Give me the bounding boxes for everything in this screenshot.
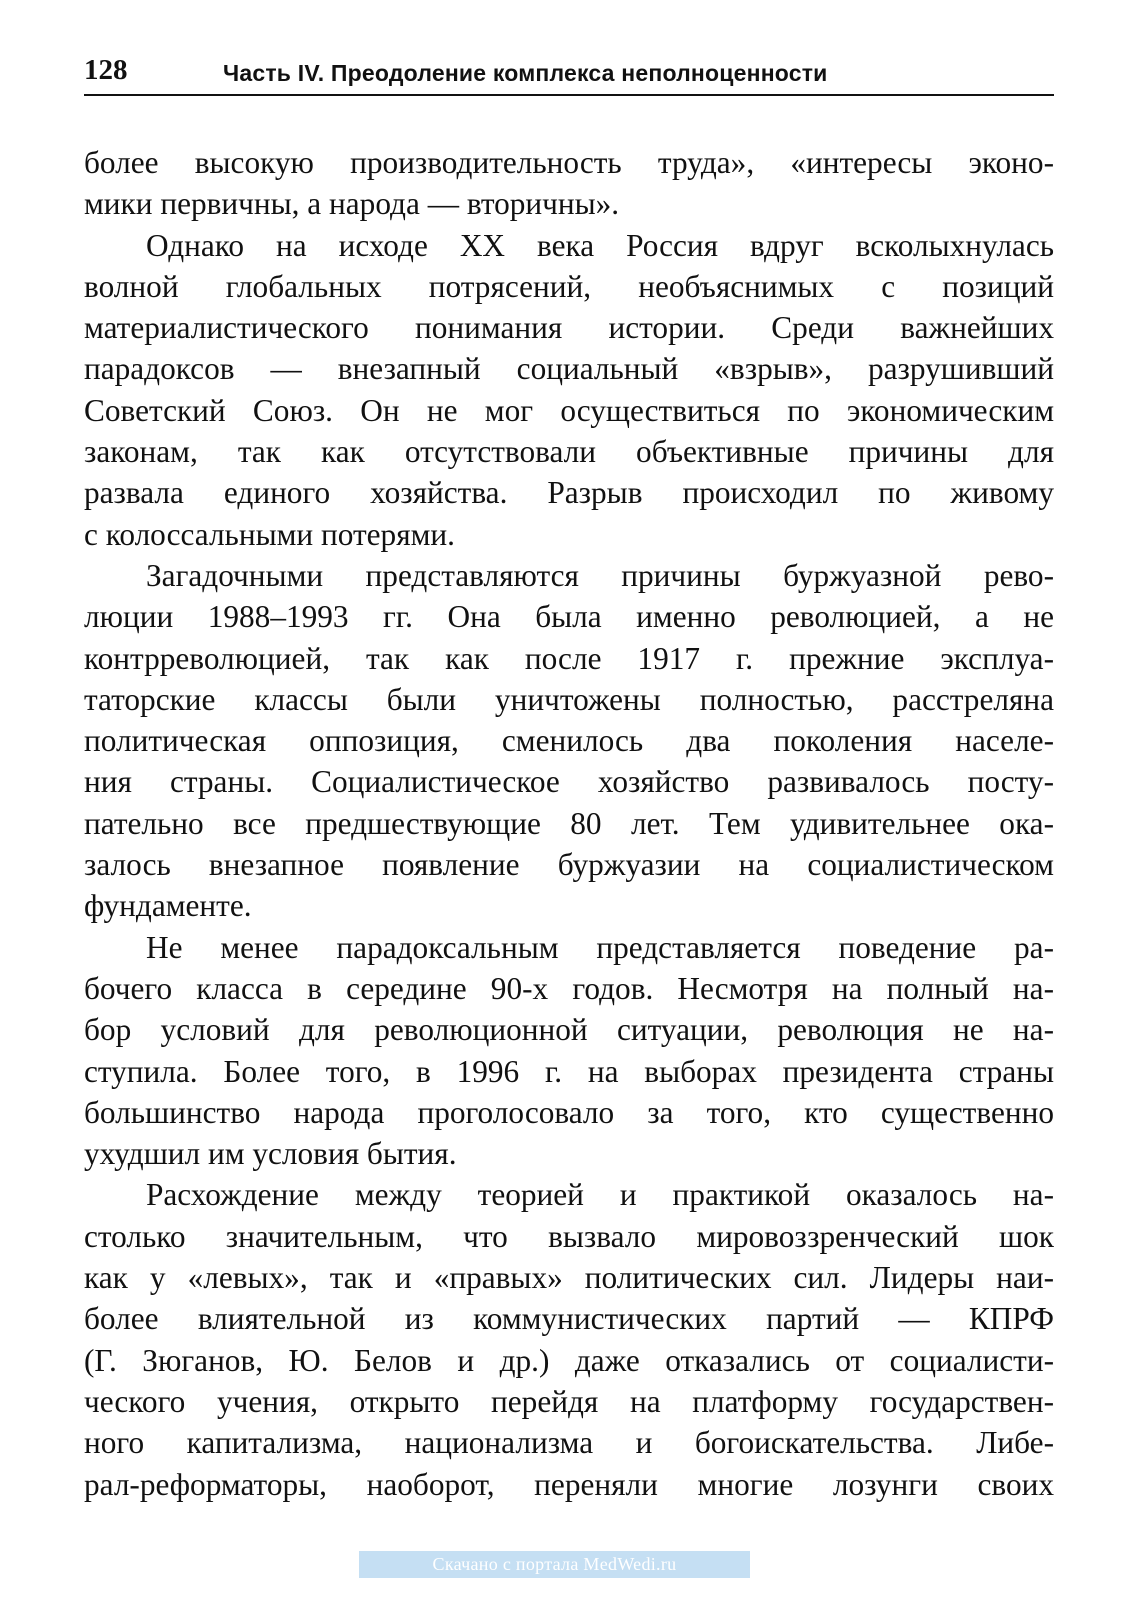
text-line: более влиятельной из коммунистических партий — КПРФ <box>84 1301 1054 1337</box>
text-line: столько значительным, что вызвало мировоззренческий шок <box>84 1218 1054 1254</box>
text-line: пательно все предшествующие 80 лет. Тем удивительнее ока- <box>84 805 1054 841</box>
watermark-text: Скачано с портала MedWedi.ru <box>432 1554 677 1574</box>
text-line: контрреволюцией, так как после 1917 г. прежние эксплуа- <box>84 640 1054 676</box>
text-line: ческого учения, открыто перейдя на платформу государствен- <box>84 1383 1054 1419</box>
text-line: политическая оппозиция, сменилось два поколения населе- <box>84 723 1054 759</box>
text-line: материалистического понимания истории. Среди важнейших <box>84 310 1054 346</box>
text-line: как у «левых», так и «правых» политических сил. Лидеры наи- <box>84 1260 1054 1296</box>
text-line: большинство народа проголосовало за того, кто существенно <box>84 1094 1054 1130</box>
text-line: таторские классы были уничтожены полностью, расстреляна <box>84 681 1054 717</box>
text-line: более высокую производительность труда», «интересы эконо- <box>84 145 1054 180</box>
text-line: волной глобальных потрясений, необъяснимых с позиций <box>84 268 1054 304</box>
watermark-banner <box>359 1551 750 1578</box>
text-line: люции 1988–1993 гг. Она была именно революцией, а не <box>84 599 1054 635</box>
text-line: ступила. Более того, в 1996 г. на выборах президента страны <box>84 1053 1054 1089</box>
text-line: Однако на исходе XX века Россия вдруг всколыхнулась <box>146 227 1054 263</box>
text-line: мики первичны, а народа — вторичны». <box>84 186 620 222</box>
text-line: Расхождение между теорией и практикой оказалось на- <box>146 1177 1054 1213</box>
body-text <box>84 142 1054 1505</box>
page-header <box>84 50 1054 96</box>
text-line: ного капитализма, национализма и богоискательства. Либе- <box>84 1425 1054 1461</box>
text-line: фундаменте. <box>84 888 252 924</box>
page-number: 128 <box>84 54 128 86</box>
text-line: рал-реформаторы, наоборот, переняли многие лозунги своих <box>84 1466 1054 1502</box>
text-line: с колоссальными потерями. <box>84 516 455 552</box>
text-line: Не менее парадоксальным представляется поведение ра- <box>146 929 1054 965</box>
text-line: бочего класса в середине 90-х годов. Несмотря на полный на- <box>84 970 1054 1006</box>
text-line: (Г. Зюганов, Ю. Белов и др.) даже отказались от социалисти- <box>84 1342 1054 1378</box>
text-line: ния страны. Социалистическое хозяйство развивалось посту- <box>84 764 1054 800</box>
text-line: ухудшил им условия бытия. <box>84 1136 457 1172</box>
text-line: развала единого хозяйства. Разрыв происходил по живому <box>84 475 1054 511</box>
running-head: Часть IV. Преодоление комплекса неполноценности <box>223 60 828 86</box>
text-line: бор условий для революционной ситуации, революция не на- <box>84 1012 1054 1048</box>
text-line: парадоксов — внезапный социальный «взрыв», разрушивший <box>84 351 1054 387</box>
text-line: законам, так как отсутствовали объективные причины для <box>84 434 1054 470</box>
text-line: Загадочными представляются причины буржуазной рево- <box>146 557 1054 593</box>
text-line: залось внезапное появление буржуазии на социалистическом <box>84 847 1054 883</box>
text-line: Советский Союз. Он не мог осуществиться по экономическим <box>84 392 1054 428</box>
